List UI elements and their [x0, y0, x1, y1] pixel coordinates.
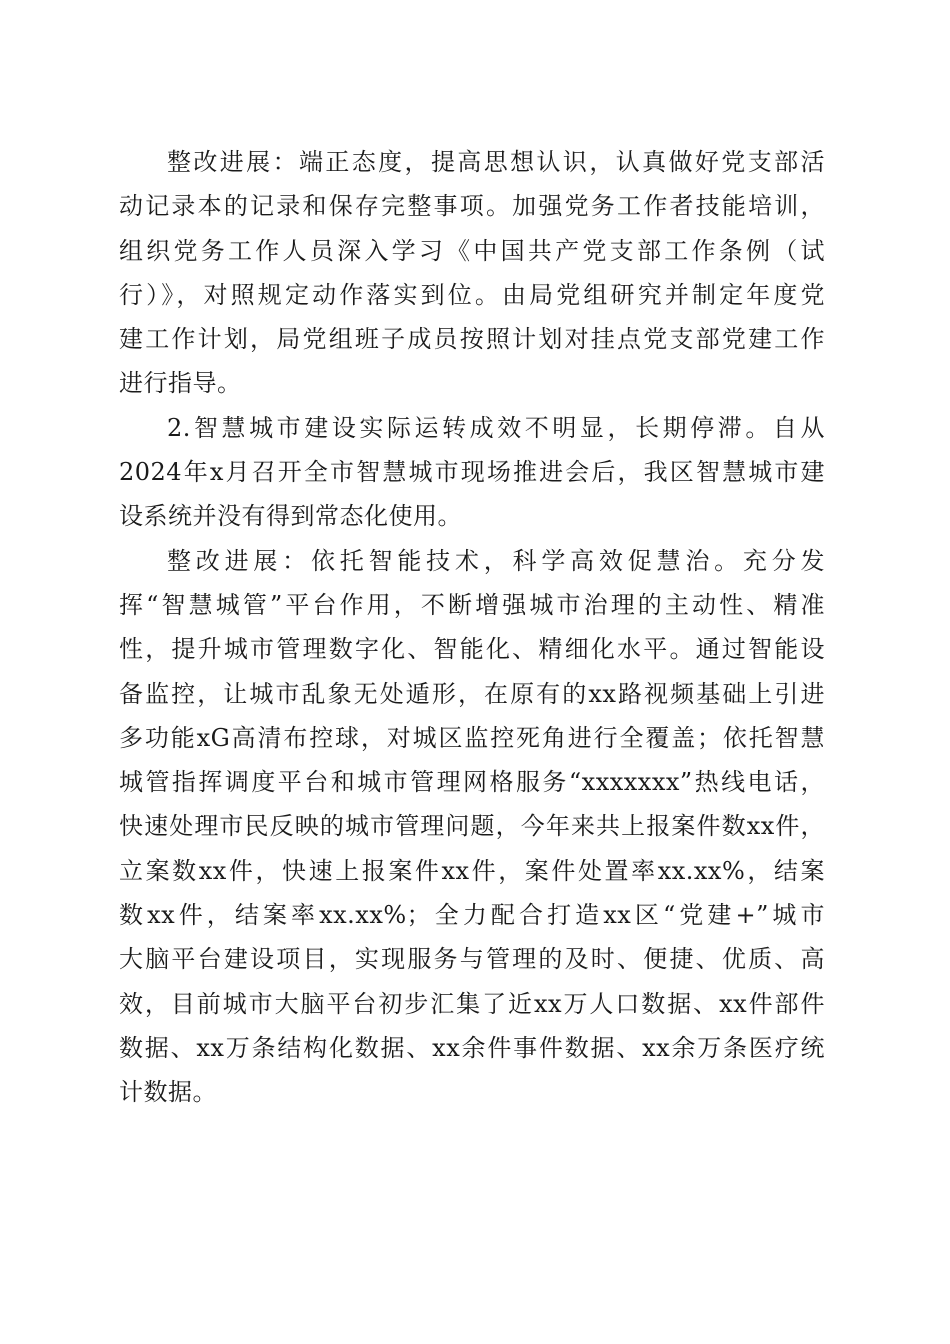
text-line: 多功能xG高清布控球，对城区监控死角进行全覆盖；依托智慧	[119, 723, 825, 752]
paragraph-rectification-progress-1	[119, 140, 825, 406]
text-line: 2.智慧城市建设实际运转成效不明显，长期停滞。自从	[167, 413, 825, 442]
text-line: 2024年x月召开全市智慧城市现场推进会后，我区智慧城市建	[119, 458, 825, 487]
text-line: 城管指挥调度平台和城市管理网格服务“xxxxxxx”热线电话，	[119, 768, 825, 797]
text-line: 备监控，让城市乱象无处遁形，在原有的xx路视频基础上引进	[119, 679, 825, 708]
text-line: 进行指导。	[119, 369, 242, 398]
text-line: 组织党务工作人员深入学习《中国共产党支部工作条例（试	[119, 236, 825, 265]
text-line: 动记录本的记录和保存完整事项。加强党务工作者技能培训，	[119, 192, 825, 221]
text-line: 整改进展：端正态度，提高思想认识，认真做好党支部活	[167, 148, 825, 176]
paragraph-rectification-progress-2	[119, 539, 825, 1115]
text-line: 数xx件，结案率xx.xx%；全力配合打造xx区“党建+”城市	[119, 901, 825, 930]
text-line: 大脑平台建设项目，实现服务与管理的及时、便捷、优质、高	[119, 945, 825, 974]
text-line: 快速处理市民反映的城市管理问题，今年来共上报案件数xx件，	[119, 812, 825, 841]
text-line: 整改进展：依托智能技术，科学高效促慧治。充分发	[167, 546, 825, 575]
text-line: 效，目前城市大脑平台初步汇集了近xx万人口数据、xx件部件	[119, 989, 825, 1018]
text-line: 行）》，对照规定动作落实到位。由局党组研究并制定年度党	[119, 280, 825, 309]
paragraph-issue-2	[119, 406, 825, 539]
text-line: 计数据。	[119, 1078, 217, 1107]
document-page	[119, 140, 825, 1115]
text-line: 设系统并没有得到常态化使用。	[119, 502, 462, 531]
text-line: 数据、xx万条结构化数据、xx余件事件数据、xx余万条医疗统	[119, 1033, 825, 1062]
text-line: 挥“智慧城管”平台作用，不断增强城市治理的主动性、精准	[119, 590, 825, 619]
text-line: 性，提升城市管理数字化、智能化、精细化水平。通过智能设	[119, 635, 825, 664]
text-line: 建工作计划，局党组班子成员按照计划对挂点党支部党建工作	[119, 325, 825, 354]
text-line: 立案数xx件，快速上报案件xx件，案件处置率xx.xx%，结案	[119, 856, 825, 885]
